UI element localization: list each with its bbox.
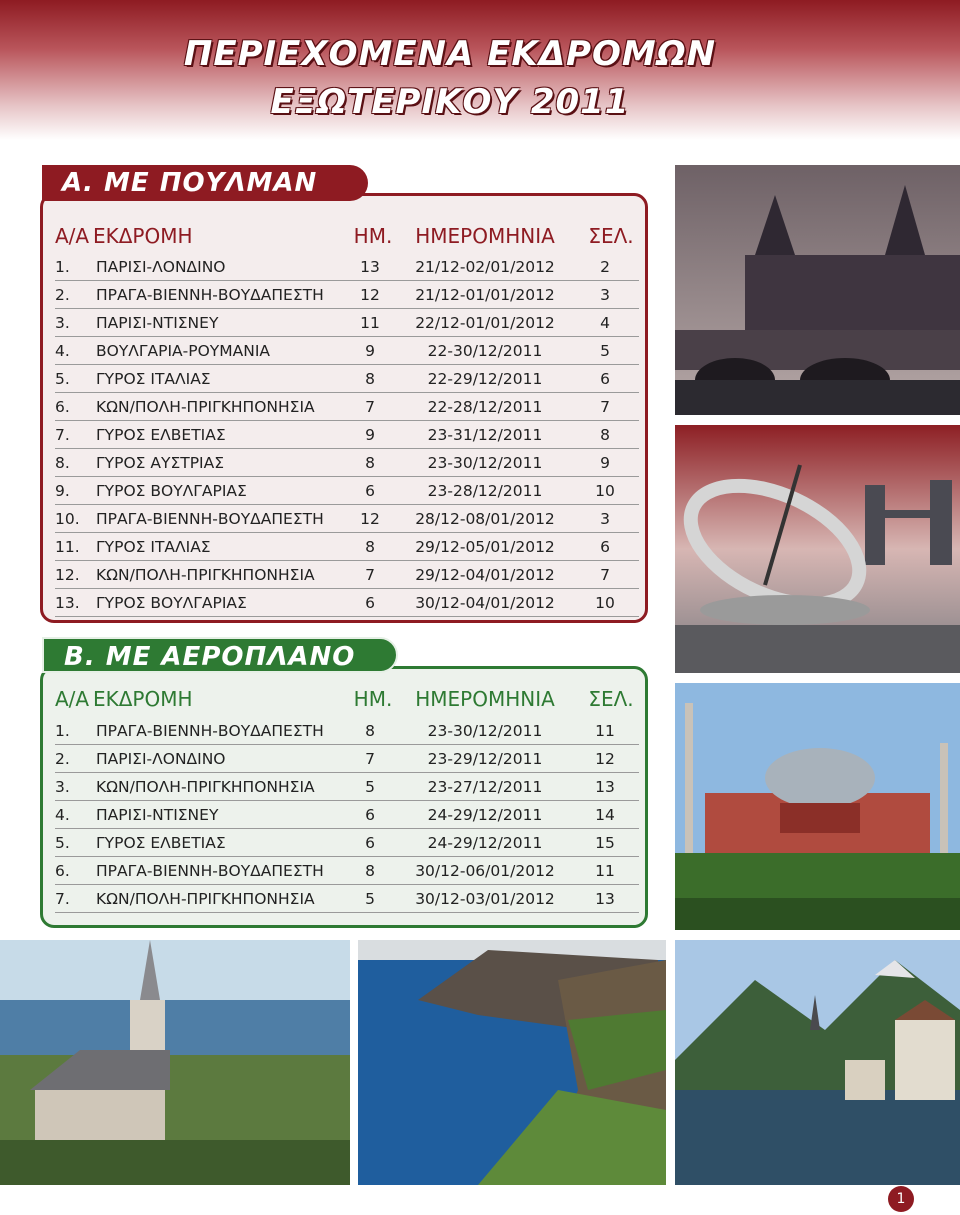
section-bus-heading: Α. ΜΕ ΠΟΥΛΜΑΝ xyxy=(42,165,368,201)
row-num: 5. xyxy=(55,834,70,852)
row-page: 7 xyxy=(600,398,610,416)
row-days: 6 xyxy=(365,482,375,500)
row-tour: ΚΩΝ/ΠΟΛΗ-ΠΡΙΓΚΗΠΟΝΗΣΙΑ xyxy=(96,890,315,908)
col-days-header: ΗΜ. xyxy=(353,224,393,248)
row-tour: ΚΩΝ/ΠΟΛΗ-ΠΡΙΓΚΗΠΟΝΗΣΙΑ xyxy=(96,566,315,584)
bus-tours-table xyxy=(40,193,648,623)
row-days: 9 xyxy=(365,342,375,360)
row-date: 23-28/12/2011 xyxy=(427,482,543,500)
row-page: 2 xyxy=(600,258,610,276)
row-date: 24-29/12/2011 xyxy=(427,806,543,824)
row-tour: ΠΡΑΓΑ-ΒΙΕΝΝΗ-ΒΟΥΔΑΠΕΣΤΗ xyxy=(96,510,324,528)
row-num: 11. xyxy=(55,538,80,556)
table-row xyxy=(55,309,639,337)
row-num: 4. xyxy=(55,342,70,360)
row-tour: ΠΑΡΙΣΙ-ΛΟΝΔΙΝΟ xyxy=(96,258,226,276)
row-days: 6 xyxy=(365,834,375,852)
row-num: 3. xyxy=(55,778,70,796)
row-num: 3. xyxy=(55,314,70,332)
photo-coastal-church xyxy=(0,940,350,1185)
table-row xyxy=(55,337,639,365)
table-header xyxy=(55,222,635,250)
photo-cliffs-sea xyxy=(358,940,666,1185)
col-num-header: Α/Α xyxy=(55,687,90,711)
col-tour-header: ΕΚΔΡΟΜΗ xyxy=(93,687,193,711)
row-tour: ΠΡΑΓΑ-ΒΙΕΝΝΗ-ΒΟΥΔΑΠΕΣΤΗ xyxy=(96,722,324,740)
col-num-header: Α/Α xyxy=(55,224,90,248)
table-row xyxy=(55,533,639,561)
row-page: 3 xyxy=(600,286,610,304)
table-row xyxy=(55,505,639,533)
row-num: 5. xyxy=(55,370,70,388)
row-date: 29/12-05/01/2012 xyxy=(415,538,555,556)
row-days: 8 xyxy=(365,538,375,556)
row-days: 8 xyxy=(365,370,375,388)
row-page: 4 xyxy=(600,314,610,332)
photo-paris-castle xyxy=(675,165,960,415)
row-tour: ΓΥΡΟΣ ΒΟΥΛΓΑΡΙΑΣ xyxy=(96,594,247,612)
row-page: 11 xyxy=(595,722,615,740)
row-page: 10 xyxy=(595,594,615,612)
row-date: 22-28/12/2011 xyxy=(427,398,543,416)
row-page: 13 xyxy=(595,890,615,908)
col-page-header: ΣΕΛ. xyxy=(588,224,634,248)
row-days: 13 xyxy=(360,258,380,276)
col-date-header: ΗΜΕΡΟΜΗΝΙΑ xyxy=(415,224,555,248)
table-row xyxy=(55,449,639,477)
col-days-header: ΗΜ. xyxy=(353,687,393,711)
row-num: 12. xyxy=(55,566,80,584)
row-tour: ΠΑΡΙΣΙ-ΝΤΙΣΝΕΥ xyxy=(96,806,219,824)
row-date: 21/12-02/01/2012 xyxy=(415,258,555,276)
row-date: 21/12-01/01/2012 xyxy=(415,286,555,304)
row-days: 7 xyxy=(365,398,375,416)
row-days: 8 xyxy=(365,722,375,740)
table-row xyxy=(55,365,639,393)
row-num: 7. xyxy=(55,426,70,444)
row-date: 30/12-04/01/2012 xyxy=(415,594,555,612)
row-page: 6 xyxy=(600,538,610,556)
page-title: ΠΕΡΙΕΧΟΜΕΝΑ ΕΚΔΡΟΜΩΝ xyxy=(183,34,717,74)
row-days: 7 xyxy=(365,750,375,768)
row-num: 2. xyxy=(55,286,70,304)
row-date: 23-27/12/2011 xyxy=(427,778,543,796)
table-row xyxy=(55,421,639,449)
row-date: 22-29/12/2011 xyxy=(427,370,543,388)
row-num: 6. xyxy=(55,862,70,880)
table-row xyxy=(55,745,639,773)
row-page: 8 xyxy=(600,426,610,444)
row-num: 4. xyxy=(55,806,70,824)
row-tour: ΚΩΝ/ΠΟΛΗ-ΠΡΙΓΚΗΠΟΝΗΣΙΑ xyxy=(96,778,315,796)
table-row xyxy=(55,253,639,281)
page-subtitle: ΕΞΩΤΕΡΙΚΟΥ 2011 xyxy=(270,82,630,122)
table-row xyxy=(55,829,639,857)
row-num: 2. xyxy=(55,750,70,768)
row-days: 8 xyxy=(365,862,375,880)
row-tour: ΠΡΑΓΑ-ΒΙΕΝΝΗ-ΒΟΥΔΑΠΕΣΤΗ xyxy=(96,286,324,304)
row-tour: ΠΑΡΙΣΙ-ΛΟΝΔΙΝΟ xyxy=(96,750,226,768)
photo-london-sundial xyxy=(675,425,960,673)
row-page: 13 xyxy=(595,778,615,796)
row-num: 10. xyxy=(55,510,80,528)
table-row xyxy=(55,589,639,617)
row-num: 1. xyxy=(55,258,70,276)
row-page: 7 xyxy=(600,566,610,584)
row-days: 7 xyxy=(365,566,375,584)
row-num: 9. xyxy=(55,482,70,500)
row-date: 22-30/12/2011 xyxy=(427,342,543,360)
row-days: 5 xyxy=(365,890,375,908)
row-days: 5 xyxy=(365,778,375,796)
table-row xyxy=(55,281,639,309)
row-page: 11 xyxy=(595,862,615,880)
table-row xyxy=(55,393,639,421)
row-tour: ΓΥΡΟΣ ΙΤΑΛΙΑΣ xyxy=(96,538,211,556)
table-row xyxy=(55,885,639,913)
table-row xyxy=(55,561,639,589)
row-tour: ΓΥΡΟΣ ΕΛΒΕΤΙΑΣ xyxy=(96,834,226,852)
table-header xyxy=(55,685,635,713)
row-date: 23-30/12/2011 xyxy=(427,722,543,740)
row-date: 24-29/12/2011 xyxy=(427,834,543,852)
table-row xyxy=(55,773,639,801)
row-page: 12 xyxy=(595,750,615,768)
row-tour: ΚΩΝ/ΠΟΛΗ-ΠΡΙΓΚΗΠΟΝΗΣΙΑ xyxy=(96,398,315,416)
row-tour: ΒΟΥΛΓΑΡΙΑ-ΡΟΥΜΑΝΙΑ xyxy=(96,342,271,360)
row-date: 23-30/12/2011 xyxy=(427,454,543,472)
row-days: 6 xyxy=(365,594,375,612)
row-date: 28/12-08/01/2012 xyxy=(415,510,555,528)
row-page: 10 xyxy=(595,482,615,500)
row-page: 6 xyxy=(600,370,610,388)
row-tour: ΠΡΑΓΑ-ΒΙΕΝΝΗ-ΒΟΥΔΑΠΕΣΤΗ xyxy=(96,862,324,880)
row-days: 11 xyxy=(360,314,380,332)
table-row xyxy=(55,717,639,745)
row-num: 6. xyxy=(55,398,70,416)
row-tour: ΓΥΡΟΣ ΒΟΥΛΓΑΡΙΑΣ xyxy=(96,482,247,500)
row-page: 15 xyxy=(595,834,615,852)
photo-istanbul-hagia-sophia xyxy=(675,683,960,930)
row-num: 13. xyxy=(55,594,80,612)
row-date: 30/12-06/01/2012 xyxy=(415,862,555,880)
row-num: 7. xyxy=(55,890,70,908)
row-tour: ΓΥΡΟΣ ΙΤΑΛΙΑΣ xyxy=(96,370,211,388)
col-page-header: ΣΕΛ. xyxy=(588,687,634,711)
row-num: 1. xyxy=(55,722,70,740)
row-tour: ΓΥΡΟΣ ΕΛΒΕΤΙΑΣ xyxy=(96,426,226,444)
row-days: 12 xyxy=(360,510,380,528)
page-number: 1 xyxy=(888,1186,914,1212)
row-tour: ΠΑΡΙΣΙ-ΝΤΙΣΝΕΥ xyxy=(96,314,219,332)
row-page: 5 xyxy=(600,342,610,360)
plane-tours-table xyxy=(40,666,648,928)
row-num: 8. xyxy=(55,454,70,472)
row-date: 23-31/12/2011 xyxy=(427,426,543,444)
row-date: 30/12-03/01/2012 xyxy=(415,890,555,908)
table-row xyxy=(55,477,639,505)
row-date: 22/12-01/01/2012 xyxy=(415,314,555,332)
row-tour: ΓΥΡΟΣ ΑΥΣΤΡΙΑΣ xyxy=(96,454,225,472)
col-tour-header: ΕΚΔΡΟΜΗ xyxy=(93,224,193,248)
table-row xyxy=(55,857,639,885)
row-date: 23-29/12/2011 xyxy=(427,750,543,768)
table-row xyxy=(55,801,639,829)
row-days: 12 xyxy=(360,286,380,304)
row-days: 6 xyxy=(365,806,375,824)
photo-alpine-lake-village xyxy=(675,940,960,1185)
row-page: 3 xyxy=(600,510,610,528)
row-page: 14 xyxy=(595,806,615,824)
row-days: 8 xyxy=(365,454,375,472)
col-date-header: ΗΜΕΡΟΜΗΝΙΑ xyxy=(415,687,555,711)
row-page: 9 xyxy=(600,454,610,472)
row-days: 9 xyxy=(365,426,375,444)
row-date: 29/12-04/01/2012 xyxy=(415,566,555,584)
section-plane-heading: Β. ΜΕ ΑΕΡΟΠΛΑΝΟ xyxy=(42,637,398,673)
